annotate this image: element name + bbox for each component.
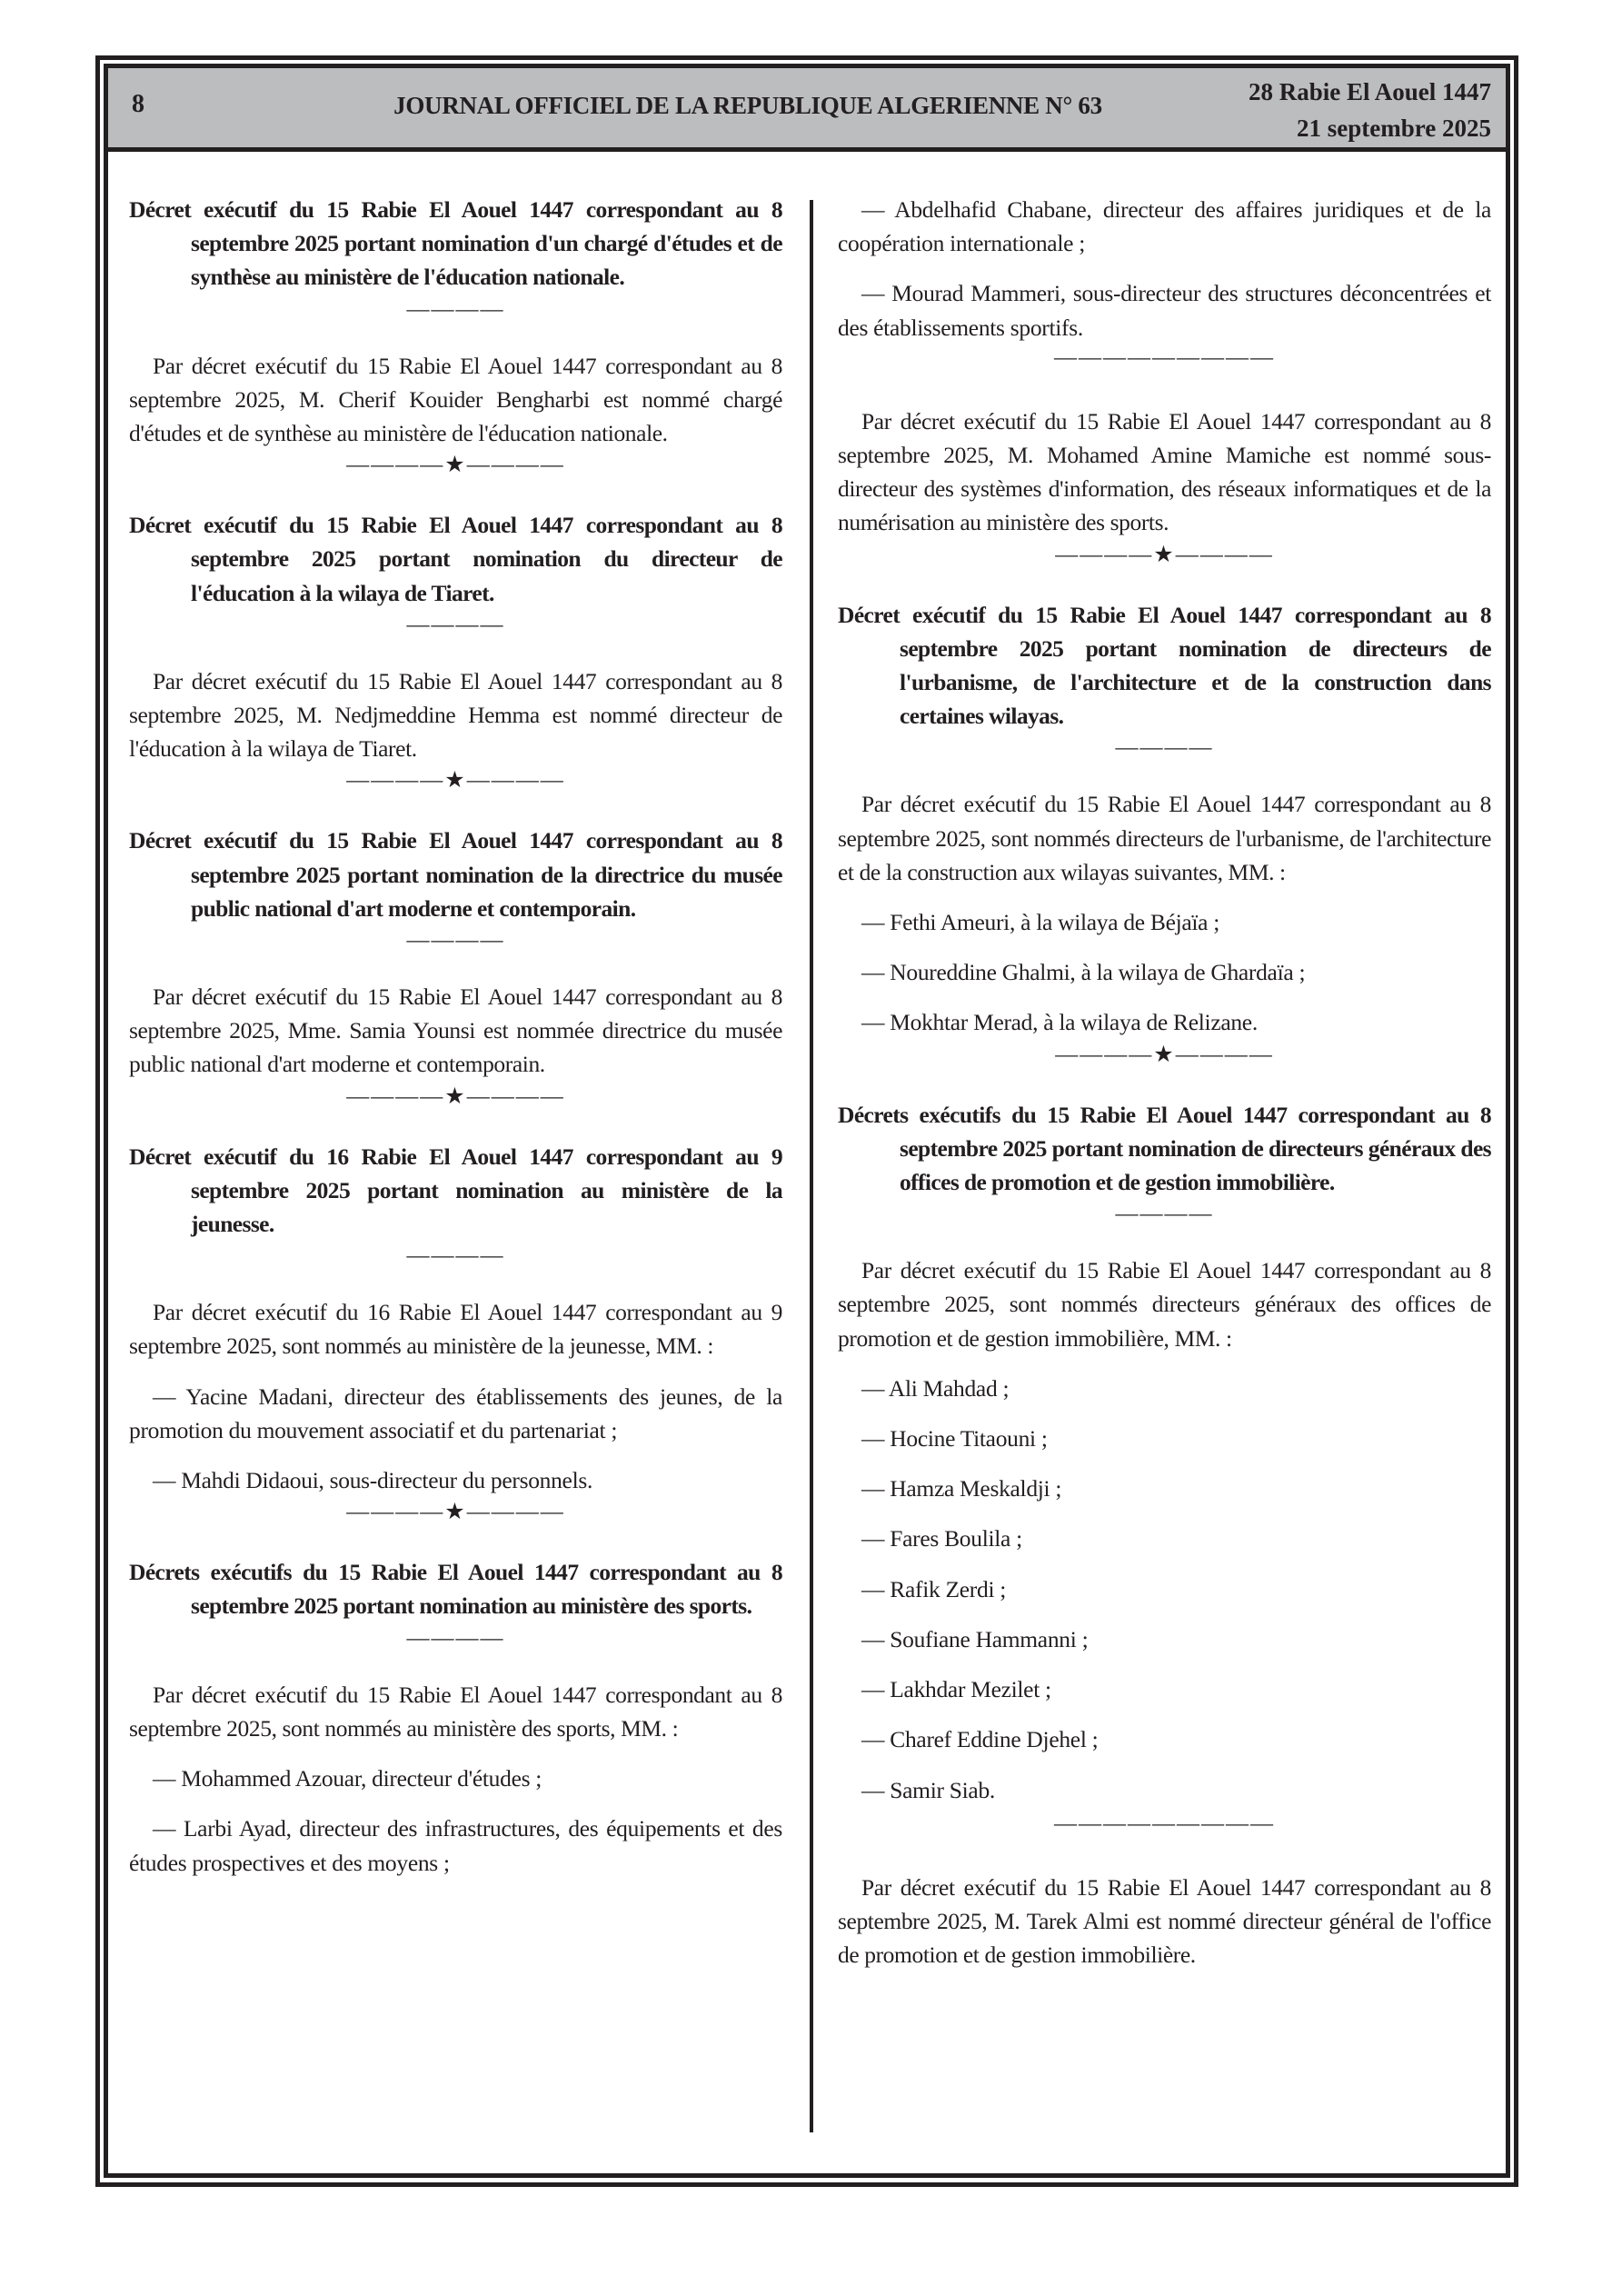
appointee-item: — Hamza Meskaldji ;	[861, 1475, 1062, 1502]
left-column	[129, 193, 782, 1880]
gregorian-date: 21 septembre 2025	[1297, 115, 1491, 142]
appointee-item: — Lakhdar Mezilet ;	[861, 1676, 1051, 1703]
decree-title: Décret exécutif du 15 Rabie El Aouel 1447 correspondant au 8 septembre 2025 portant nomination d'un chargé d'études et de synthèse au ministère de l'éducation nationale.	[129, 196, 782, 291]
appointee-list	[129, 1762, 782, 1880]
page-number: 8	[132, 90, 144, 118]
decree-body: Par décret exécutif du 15 Rabie El Aouel 1447 correspondant au 8 septembre 2025, M. Nedjmeddine Hemma est nommé directeur de l'éducation à la wilaya de Tiaret.	[129, 667, 782, 763]
decree-body: Par décret exécutif du 15 Rabie El Aouel 1447 correspondant au 8 septembre 2025, sont nommés au ministère des sports, MM. :	[129, 1681, 782, 1742]
decree-title: Décret exécutif du 15 Rabie El Aouel 1447 correspondant au 8 septembre 2025 portant nomination de directeurs de l'urbanisme, de l'architecture et de la construction dans certaines wilayas.	[838, 601, 1491, 730]
appointee-item: — Larbi Ayad, directeur des infrastructures, des équipements et des études prospectives et des moyens ;	[129, 1815, 782, 1876]
separator-short: ————	[406, 1243, 505, 1269]
separator-star: ————★————	[346, 1500, 565, 1525]
separator-star: ————★————	[1055, 542, 1274, 567]
separator-short: ————	[406, 1625, 505, 1651]
appointee-item: — Charef Eddine Djehel ;	[861, 1726, 1099, 1753]
decree-1	[129, 193, 782, 479]
appointee-item: — Samir Siab.	[861, 1776, 995, 1803]
journal-header	[108, 68, 1506, 152]
appointee-item: — Noureddine Ghalmi, à la wilaya de Ghardaïa ;	[861, 959, 1306, 986]
separator-star: ————★————	[1055, 1042, 1274, 1067]
appointee-list	[838, 905, 1491, 1040]
appointee-item: — Yacine Madani, directeur des établissements des jeunes, de la promotion du mouvement associatif et du partenariat ;	[129, 1383, 782, 1443]
appointee-item: — Mokhtar Merad, à la wilaya de Relizane.	[861, 1009, 1258, 1036]
decree-title: Décret exécutif du 15 Rabie El Aouel 1447 correspondant au 8 septembre 2025 portant nomination de la directrice du musée public national d'art moderne et contemporain.	[129, 827, 782, 922]
decree-6	[838, 598, 1491, 1069]
decree-7	[838, 1098, 1491, 1972]
decree-title: Décret exécutif du 16 Rabie El Aouel 1447 correspondant au 9 septembre 2025 portant nomination au ministère de la jeunesse.	[129, 1143, 782, 1238]
appointee-item: — Fethi Ameuri, à la wilaya de Béjaïa ;	[861, 909, 1220, 936]
separator-short: ————	[1115, 1202, 1214, 1227]
decree-body: Par décret exécutif du 15 Rabie El Aouel 1447 correspondant au 8 septembre 2025, M. Cherif Kouider Bengharbi est nommé chargé d'études et de synthèse au ministère de l'éducation nationale.	[129, 352, 782, 447]
appointee-item: — Soufiane Hammanni ;	[861, 1625, 1089, 1652]
appointee-item: — Ali Mahdad ;	[861, 1374, 1010, 1402]
decree-5-continued	[838, 193, 1491, 569]
appointee-item: — Hocine Titaouni ;	[861, 1425, 1048, 1452]
decree-body: Par décret exécutif du 15 Rabie El Aouel 1447 correspondant au 8 septembre 2025, sont nommés directeurs de l'urbanisme, de l'architecture et de la construction aux wilayas suivantes, MM. :	[838, 791, 1491, 885]
hijri-date: 28 Rabie El Aouel 1447	[1248, 78, 1491, 105]
column-divider	[810, 200, 813, 2132]
appointee-list	[838, 193, 1491, 344]
separator-short: ————	[406, 296, 505, 322]
appointee-item: — Rafik Zerdi ;	[861, 1575, 1007, 1602]
separator-long: —————————	[1054, 1811, 1275, 1836]
appointee-item: — Mahdi Didaoui, sous-directeur du personnels.	[153, 1467, 593, 1494]
separator-star: ————★————	[346, 768, 565, 794]
appointee-list	[129, 1380, 782, 1498]
decree-body: Par décret exécutif du 15 Rabie El Aouel 1447 correspondant au 8 septembre 2025, sont nommés directeurs généraux des offices de promotion et de gestion immobilière, MM. :	[838, 1257, 1491, 1352]
separator-star: ————★————	[346, 1083, 565, 1109]
issue-date	[1249, 74, 1491, 146]
decree-body: Par décret exécutif du 15 Rabie El Aouel 1447 correspondant au 8 septembre 2025, M. Mohamed Amine Mamiche est nommé sous-directeur des systèmes d'information, des réseaux informatiques et de la numérisation au ministère des sports.	[838, 407, 1491, 536]
separator-star: ————★————	[346, 453, 565, 478]
appointee-list	[838, 1372, 1491, 1807]
decree-title: Décrets exécutifs du 15 Rabie El Aouel 1447 correspondant au 8 septembre 2025 portant nomination au ministère des sports.	[129, 1559, 782, 1620]
decree-5	[129, 1555, 782, 1879]
appointee-item: — Mourad Mammeri, sous-directeur des structures déconcentrées et des établissements sportifs.	[838, 280, 1491, 341]
decree-2	[129, 508, 782, 794]
appointee-item: — Fares Boulila ;	[861, 1525, 1022, 1552]
decree-body: Par décret exécutif du 16 Rabie El Aouel 1447 correspondant au 9 septembre 2025, sont nommés au ministère de la jeunesse, MM. :	[129, 1299, 782, 1360]
decree-body: Par décret exécutif du 15 Rabie El Aouel 1447 correspondant au 8 septembre 2025, Mme. Samia Younsi est nommée directrice du musée public national d'art moderne et contemporain.	[129, 983, 782, 1078]
appointee-item: — Abdelhafid Chabane, directeur des affaires juridiques et de la coopération internationale ;	[838, 196, 1491, 257]
decree-3	[129, 824, 782, 1110]
appointee-item: — Mohammed Azouar, directeur d'études ;	[153, 1765, 542, 1792]
decree-4	[129, 1140, 782, 1527]
decree-title: Décrets exécutifs du 15 Rabie El Aouel 1447 correspondant au 8 septembre 2025 portant nomination de directeurs généraux des offices de promotion et de gestion immobilière.	[838, 1101, 1491, 1196]
separator-short: ————	[406, 928, 505, 953]
journal-title: JOURNAL OFFICIEL DE LA REPUBLIQUE ALGERIENNE N° 63	[393, 92, 1102, 119]
separator-short: ————	[406, 612, 505, 637]
decree-title: Décret exécutif du 15 Rabie El Aouel 1447 correspondant au 8 septembre 2025 portant nomination du directeur de l'éducation à la wilaya de Tiaret.	[129, 512, 782, 606]
right-column	[838, 193, 1491, 1972]
separator-short: ————	[1115, 735, 1214, 761]
separator-long: —————————	[1054, 344, 1275, 370]
decree-body: Par décret exécutif du 15 Rabie El Aouel 1447 correspondant au 8 septembre 2025, M. Tarek Almi est nommé directeur général de l'office de promotion et de gestion immobilière.	[838, 1873, 1491, 1969]
